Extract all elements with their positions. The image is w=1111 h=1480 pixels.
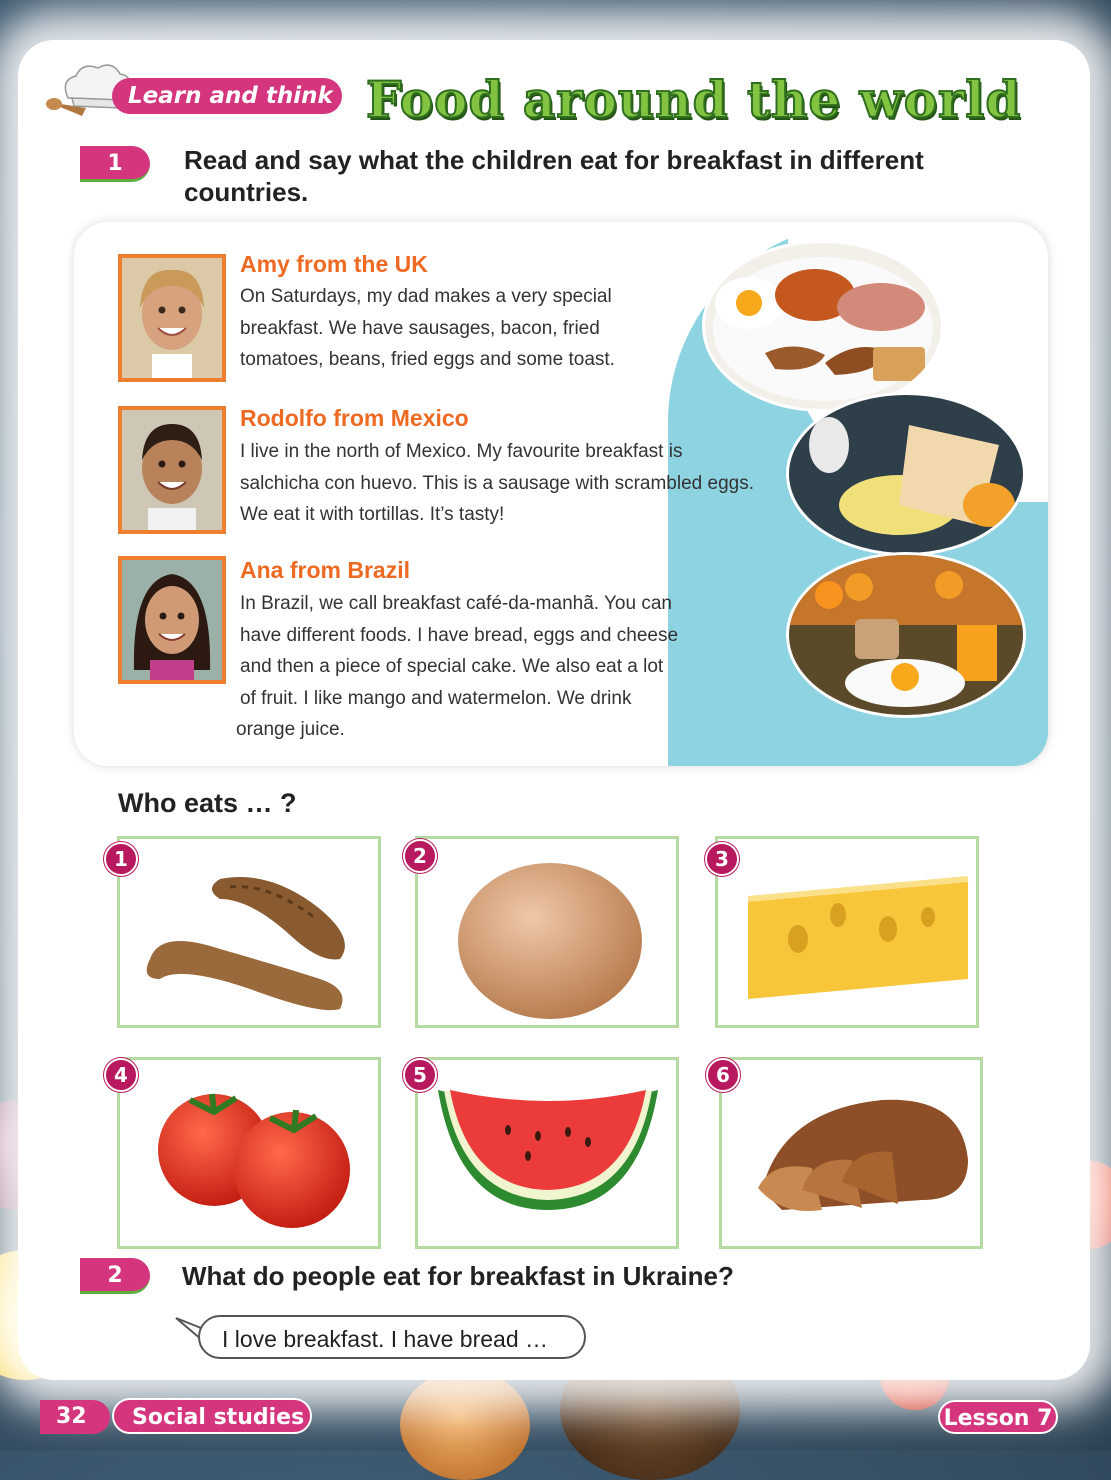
egg-icon	[418, 839, 676, 1025]
avatar-rodolfo	[118, 406, 226, 534]
reading-panel	[74, 222, 1048, 766]
speech-bubble: I love breakfast. I have bread …	[198, 1315, 586, 1359]
kid-text-rodolfo: I live in the north of Mexico. My favourite breakfast is salchicha con huevo. This is a sausage with scrambled eggs. We eat it with tortillas. It’s tasty!	[240, 441, 754, 525]
avatar-amy	[118, 254, 226, 382]
brazilian-breakfast-icon	[789, 555, 1023, 715]
english-breakfast-icon	[705, 243, 941, 409]
burrito-photo	[786, 392, 1026, 556]
food-card-1	[117, 836, 381, 1028]
food-card-3	[715, 836, 979, 1028]
card-number-1: 1	[104, 842, 138, 876]
tomato-icon	[120, 1060, 378, 1246]
burrito-icon	[789, 395, 1023, 553]
page-title: Food around the world	[366, 70, 1022, 129]
exercise-1-number: 1	[80, 146, 150, 182]
brazilian-breakfast-photo	[786, 552, 1026, 718]
kid-name-amy: Amy from the UK	[240, 251, 428, 277]
page-number: 32	[40, 1400, 110, 1434]
sausage-icon	[120, 839, 378, 1025]
avatar-ana	[118, 556, 226, 684]
watermelon-icon	[418, 1060, 676, 1246]
kid-text-amy: On Saturdays, my dad makes a very special breakfast. We have sausages, bacon, fried tomatoes, beans, fried eggs and some toast.	[240, 286, 615, 370]
who-eats-title: Who eats … ?	[118, 788, 297, 818]
card-number-5: 5	[403, 1058, 437, 1092]
food-card-6	[719, 1057, 983, 1249]
card-number-4: 4	[104, 1058, 138, 1092]
girl-face-icon	[122, 560, 222, 680]
card-number-2: 2	[403, 839, 437, 873]
subject-label: Social studies	[112, 1398, 312, 1434]
kid-name-rodolfo: Rodolfo from Mexico	[240, 405, 469, 431]
section-tab: Learn and think	[112, 78, 342, 114]
exercise-2-number: 2	[80, 1258, 150, 1294]
food-card-4	[117, 1057, 381, 1249]
bread-icon	[722, 1060, 980, 1246]
lesson-label: Lesson 7	[938, 1400, 1058, 1434]
boy-face-icon	[122, 410, 222, 530]
girl-face-icon	[122, 258, 222, 378]
kid-text-ana: In Brazil, we call breakfast café-da-manhã. You can have different foods. I have bread, eggs and cheese and then a piece of special cake. We also eat a lot of fruit. I like mango and watermelon. We drink orange juice.	[236, 593, 679, 740]
english-breakfast-photo	[702, 240, 944, 412]
decor-onion	[400, 1370, 530, 1480]
cheese-icon	[718, 839, 976, 1025]
food-card-5	[415, 1057, 679, 1249]
food-card-2	[415, 836, 679, 1028]
exercise-2-instruction: What do people eat for breakfast in Ukraine?	[182, 1261, 734, 1291]
exercise-1-instruction: Read and say what the children eat for breakfast in different countries.	[184, 145, 924, 207]
card-number-3: 3	[705, 842, 739, 876]
card-number-6: 6	[706, 1058, 740, 1092]
kid-name-ana: Ana from Brazil	[240, 557, 410, 583]
